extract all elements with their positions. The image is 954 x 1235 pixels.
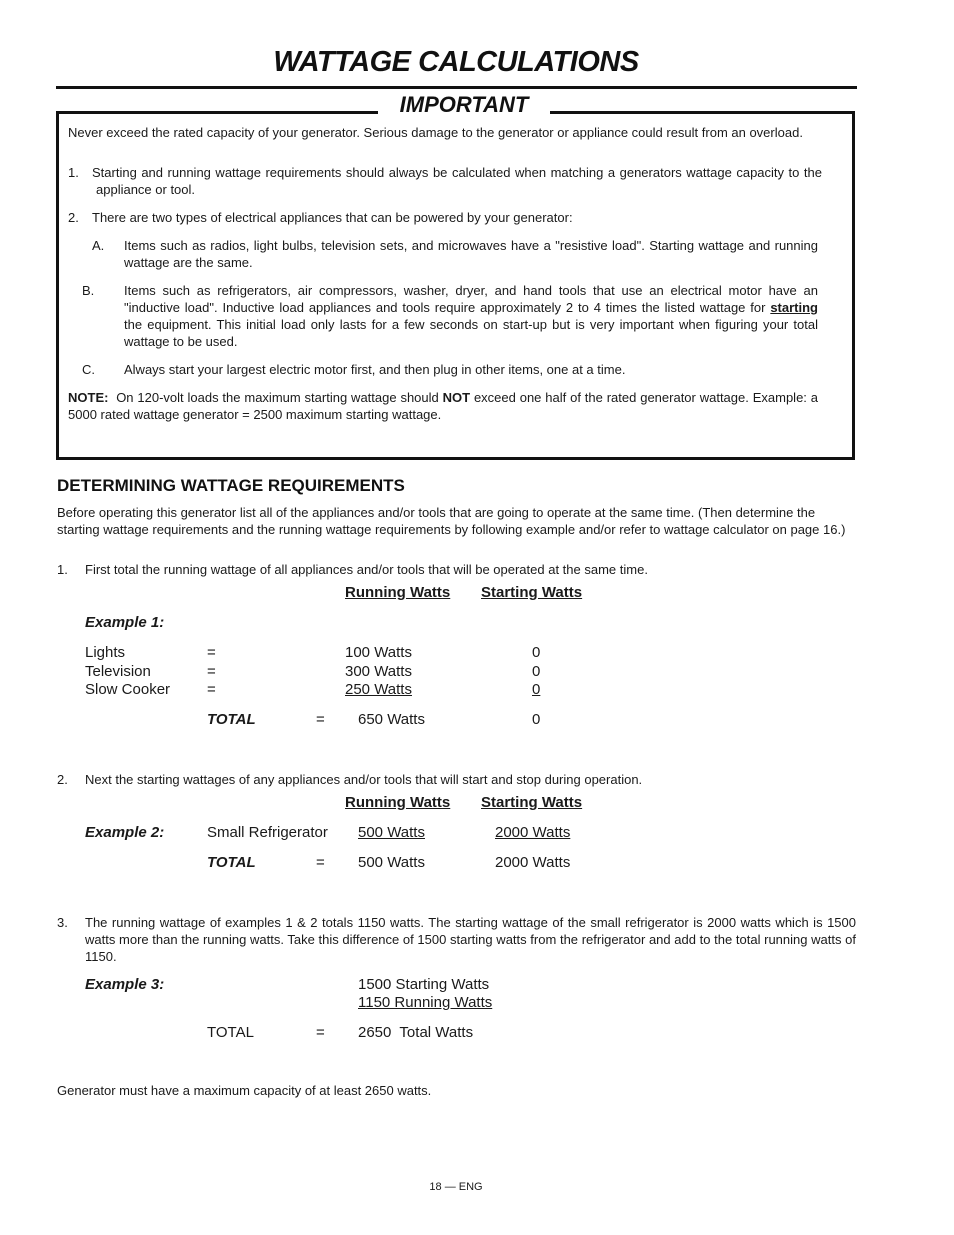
important-sub-c: Always start your largest electric motor first, and then plug in other items, one at a time. xyxy=(124,362,626,377)
example2-label: Example 2: xyxy=(85,824,165,841)
page-title: WATTAGE CALCULATIONS xyxy=(273,46,639,78)
step3-number: 3. xyxy=(57,915,68,930)
ex1-row3-equals: = xyxy=(207,681,216,698)
important-sub-a-letter: A. xyxy=(92,238,105,253)
step3-text: The running wattage of examples 1 & 2 totals 1150 watts. The starting wattage of the small refrigerator is 2000 watts which is 1500 watts more than the running watts. Take this difference of 1500 starting watts from the refrigerator and add to the total running watts of 1150. xyxy=(85,915,856,964)
example3-label: Example 3: xyxy=(85,976,165,993)
ex2-total-starting: 2000 Watts xyxy=(495,854,571,871)
ex2-item: Small Refrigerator xyxy=(207,824,328,841)
ex2-starting: 2000 Watts xyxy=(495,824,571,841)
important-item1-number: 1. xyxy=(68,165,79,180)
important-note xyxy=(68,389,818,423)
step1-number: 1. xyxy=(57,562,68,577)
ex2-total-running: 500 Watts xyxy=(358,854,425,871)
ex1-row1-equals: = xyxy=(207,644,216,661)
ex1-total-starting: 0 xyxy=(532,711,541,728)
ex1-row2-running: 300 Watts xyxy=(345,663,412,680)
step1-text: First total the running wattage of all appliances and/or tools that will be operated at the same time. xyxy=(85,562,648,577)
example1-label: Example 1: xyxy=(85,614,165,631)
note-text-start: On 120-volt loads the maximum starting wattage should xyxy=(116,390,443,405)
ex1-total-label: TOTAL xyxy=(207,711,256,728)
note-emphasis: NOT xyxy=(442,390,471,405)
important-item1: Starting and running wattage requirements should always be calculated when matching a generators wattage capacity to the appliance or tool. xyxy=(92,165,822,197)
important-heading-wrap xyxy=(378,92,550,118)
important-heading: IMPORTANT xyxy=(399,92,529,117)
ex3-total-equals: = xyxy=(316,1024,325,1041)
ex3-total-label: TOTAL xyxy=(207,1024,254,1041)
ex1-row3-running: 250 Watts xyxy=(345,681,412,698)
page-footer: 18 — ENG xyxy=(429,1181,483,1193)
ex1-row3-starting: 0 xyxy=(532,681,541,698)
sub-b-text-end: the equipment. This initial load only lasts for a few seconds on start-up but is very important when figuring your total wattage to be used. xyxy=(124,317,818,349)
ex2-total-equals: = xyxy=(316,854,325,871)
important-sub-b-letter: B. xyxy=(82,283,95,298)
ex1-row2-equals: = xyxy=(207,663,216,680)
important-sub-b xyxy=(124,282,818,350)
sub-b-text-start: Items such as refrigerators, air compressors, washer, dryer, and hand tools that use an electrical motor have an "inductive load". Inductive load appliances and tools require approximately 2 to 4 times the listed wattage for xyxy=(124,283,818,315)
important-item2: There are two types of electrical appliances that can be powered by your generator: xyxy=(92,210,573,225)
important-sub-a: Items such as radios, light bulbs, television sets, and microwaves have a "resistive load". Starting wattage and running wattage are the same. xyxy=(124,238,818,270)
conclusion: Generator must have a maximum capacity of at least 2650 watts. xyxy=(57,1083,432,1098)
col-starting-header-1: Starting Watts xyxy=(481,584,583,601)
sub-b-emphasis: starting xyxy=(770,300,818,315)
ex1-row2-item: Television xyxy=(85,663,151,680)
title-rule xyxy=(56,86,857,89)
step2-number: 2. xyxy=(57,772,68,787)
note-label: NOTE: xyxy=(68,390,109,405)
ex1-row1-running: 100 Watts xyxy=(345,644,412,661)
ex1-row1-item: Lights xyxy=(85,644,126,661)
ex1-total-equals: = xyxy=(316,711,325,728)
ex3-line1: 1500 Starting Watts xyxy=(358,976,490,993)
section-intro: Before operating this generator list all of the appliances and/or tools that are going to operate at the same time. (Then determine the starting wattage requirements and the running wattage requirements by following example and/or refer to wattage calculator on page 16.) xyxy=(57,505,846,537)
important-item2-number: 2. xyxy=(68,210,79,225)
important-sub-c-letter: C. xyxy=(82,362,95,377)
ex2-running: 500 Watts xyxy=(358,824,425,841)
col-running-header-2: Running Watts xyxy=(345,794,451,811)
ex2-total-label: TOTAL xyxy=(207,854,256,871)
col-starting-header-2: Starting Watts xyxy=(481,794,583,811)
col-running-header-1: Running Watts xyxy=(345,584,451,601)
ex1-total-running: 650 Watts xyxy=(358,711,425,728)
ex3-line2: 1150 Running Watts xyxy=(358,994,493,1011)
ex1-row2-starting: 0 xyxy=(532,663,541,680)
ex1-row1-starting: 0 xyxy=(532,644,541,661)
ex1-row3-item: Slow Cooker xyxy=(85,681,171,698)
important-intro: Never exceed the rated capacity of your generator. Serious damage to the generator or appliance could result from an overload. xyxy=(68,125,803,140)
note-text-end: exceed one half of the rated generator wattage. Example: a 5000 rated wattage generator = 2500 maximum starting wattage. xyxy=(68,390,819,422)
section-heading: DETERMINING WATTAGE REQUIREMENTS xyxy=(57,476,405,495)
ex3-total: 2650 Total Watts xyxy=(358,1024,474,1041)
step2-text: Next the starting wattages of any appliances and/or tools that will start and stop during operation. xyxy=(85,772,643,787)
